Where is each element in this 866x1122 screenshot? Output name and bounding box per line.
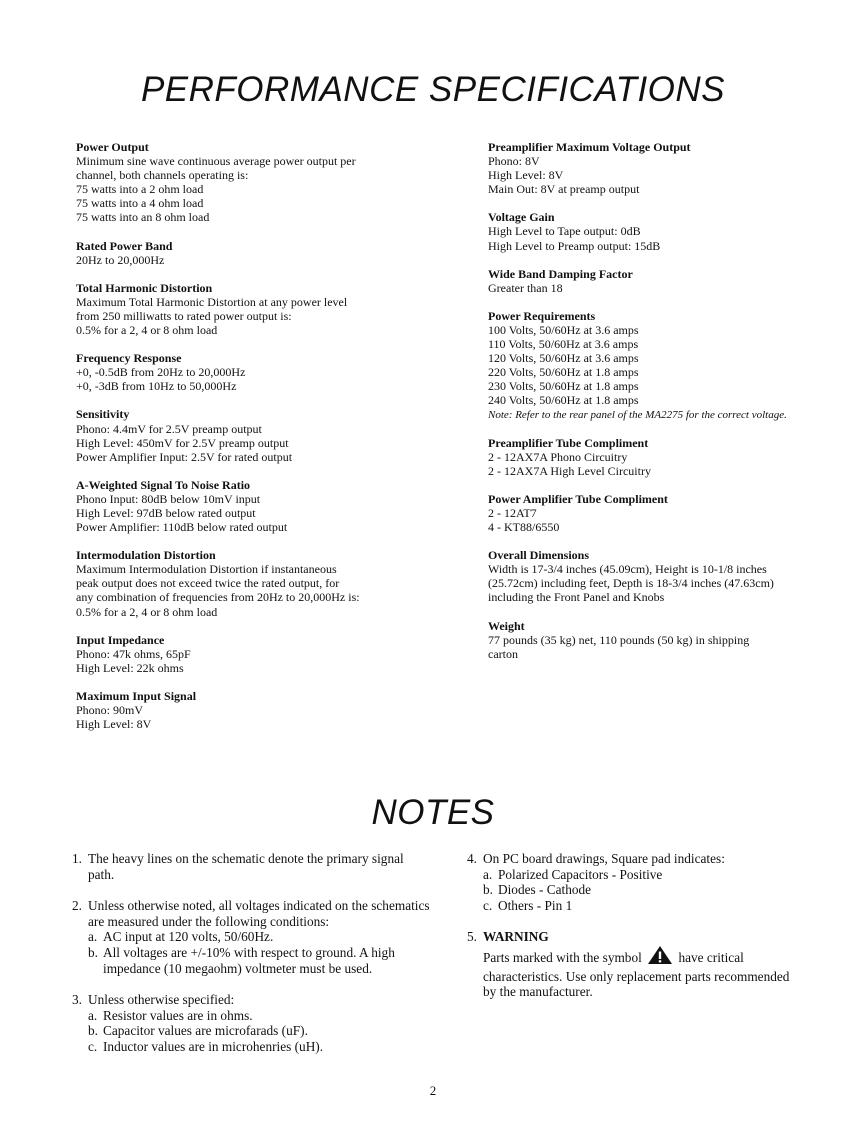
spec-section-weight xyxy=(488,619,808,661)
notes-title: NOTES xyxy=(371,793,495,832)
sub-letter: a. xyxy=(88,929,98,945)
spec-section-title: Preamplifier Tube Compliment xyxy=(488,435,649,450)
sub-text: Others - Pin 1 xyxy=(498,897,573,913)
note-number: 3. xyxy=(72,992,82,1008)
sub-letter: c. xyxy=(88,1038,98,1054)
sub-item xyxy=(483,882,797,898)
spec-line: High Level: 97dB below rated output xyxy=(76,505,256,520)
spec-section-title: Power Amplifier Tube Compliment xyxy=(488,491,668,506)
spec-line: Maximum Intermodulation Distortion if instantaneous xyxy=(76,562,337,577)
spec-section-voltage-gain xyxy=(488,210,808,252)
note-text: Unless otherwise noted, all voltages indicated on the schematics are measured under the following conditions: xyxy=(88,898,430,929)
spec-section-wide-band-damping-factor xyxy=(488,267,808,295)
note-text: Unless otherwise specified: xyxy=(88,992,235,1008)
spec-line: including the Front Panel and Knobs xyxy=(488,590,665,605)
spec-section-title: Power Output xyxy=(76,140,149,154)
sub-text: AC input at 120 volts, 50/60Hz. xyxy=(103,929,274,945)
spec-line: from 250 milliwatts to rated power output is: xyxy=(76,308,292,323)
spec-line: 0.5% for a 2, 4 or 8 ohm load xyxy=(76,604,218,619)
sub-item xyxy=(483,898,797,914)
spec-line: High Level: 22k ohms xyxy=(76,660,184,675)
spec-section-title: Intermodulation Distortion xyxy=(76,548,216,563)
spec-section-overall-dimensions xyxy=(488,548,808,604)
sub-letter: b. xyxy=(483,882,493,898)
warning-text-after: have critical characteristics. Use only replacement parts recommended by the manufacturer. xyxy=(483,949,790,1000)
spec-section-title: Frequency Response xyxy=(76,351,182,366)
spec-line: Power Amplifier: 110dB below rated output xyxy=(76,520,288,535)
spec-section-power-output xyxy=(76,140,406,225)
spec-line: 120 Volts, 50/60Hz at 3.6 amps xyxy=(488,351,639,366)
page-title: PERFORMANCE SPECIFICATIONS xyxy=(140,70,726,109)
spec-line: Phono: 8V xyxy=(488,154,540,169)
spec-line: +0, -0.5dB from 20Hz to 20,000Hz xyxy=(76,365,246,380)
sub-item xyxy=(88,945,432,976)
spec-line: channel, both channels operating is: xyxy=(76,168,249,183)
spec-line: 110 Volts, 50/60Hz at 3.6 amps xyxy=(488,337,639,352)
spec-line: Power Amplifier Input: 2.5V for rated output xyxy=(76,449,293,464)
spec-section-title: Overall Dimensions xyxy=(488,548,589,563)
spec-line: Minimum sine wave continuous average power output per xyxy=(76,154,356,169)
note-4 xyxy=(467,851,797,913)
spec-section-maximum-input-signal xyxy=(76,689,406,731)
spec-line: 77 pounds (35 kg) net, 110 pounds (50 kg) in shipping xyxy=(488,632,750,647)
spec-note: Note: Refer to the rear panel of the MA2275 for the correct voltage. xyxy=(488,408,787,421)
sub-letter: a. xyxy=(88,1007,98,1023)
spec-line: Phono Input: 80dB below 10mV input xyxy=(76,491,261,506)
spec-line: Phono: 47k ohms, 65pF xyxy=(76,646,191,661)
spec-section-rated-power-band xyxy=(76,239,406,267)
sub-letter: a. xyxy=(483,866,493,882)
spec-section-title: Rated Power Band xyxy=(76,238,173,253)
sub-item xyxy=(483,867,797,883)
sub-text: Diodes - Cathode xyxy=(498,882,592,898)
spec-line: 2 - 12AX7A Phono Circuitry xyxy=(488,449,628,464)
spec-line: 230 Volts, 50/60Hz at 1.8 amps xyxy=(488,379,639,394)
spec-line: Phono: 90mV xyxy=(76,703,144,717)
spec-line: Width is 17-3/4 inches (45.09cm), Height is 10-1/8 inches xyxy=(488,562,767,577)
spec-section-intermodulation-distortion xyxy=(76,548,406,618)
spec-section-a-weighted-signal-to-noise-ratio xyxy=(76,478,406,534)
spec-line: 2 - 12AT7 xyxy=(488,505,537,520)
spec-section-title: Preamplifier Maximum Voltage Output xyxy=(488,140,691,154)
note-number: 1. xyxy=(72,851,82,866)
spec-section-title: Input Impedance xyxy=(76,632,165,647)
spec-line: High Level: 8V xyxy=(76,717,152,732)
spec-line: 240 Volts, 50/60Hz at 1.8 amps xyxy=(488,393,639,408)
sub-text: Inductor values are in microhenries (uH). xyxy=(103,1038,324,1054)
warning-triangle-icon xyxy=(647,945,673,969)
spec-line: Phono: 4.4mV for 2.5V preamp output xyxy=(76,421,262,436)
note-3 xyxy=(72,992,432,1054)
spec-line: any combination of frequencies from 20Hz to 20,000Hz is: xyxy=(76,590,360,605)
note-5 xyxy=(467,929,797,999)
spec-section-power-amplifier-tube-compliment xyxy=(488,492,808,534)
note-text: The heavy lines on the schematic denote the primary signal path. xyxy=(88,851,404,882)
spec-line: 4 - KT88/6550 xyxy=(488,520,560,535)
spec-section-title: Sensitivity xyxy=(76,407,130,422)
specs-right-column xyxy=(488,140,808,675)
sub-item xyxy=(88,1023,432,1039)
spec-line: Maximum Total Harmonic Distortion at any power level xyxy=(76,294,348,309)
specs-left-column xyxy=(76,140,406,745)
note-number: 4. xyxy=(467,851,477,866)
sub-text: Capacitor values are microfarads (uF). xyxy=(103,1023,308,1039)
spec-line: 220 Volts, 50/60Hz at 1.8 amps xyxy=(488,365,639,380)
spec-line: 75 watts into a 4 ohm load xyxy=(76,196,204,211)
spec-section-input-impedance xyxy=(76,633,406,675)
spec-line: carton xyxy=(488,646,518,661)
note-number: 5. xyxy=(467,929,477,945)
warning-text xyxy=(483,945,797,1000)
warning-text-before: Parts marked with the symbol xyxy=(483,949,642,965)
spec-section-title: Power Requirements xyxy=(488,308,596,323)
spec-line: 20Hz to 20,000Hz xyxy=(76,252,165,267)
spec-section-title: Wide Band Damping Factor xyxy=(488,266,633,281)
spec-section-title: A-Weighted Signal To Noise Ratio xyxy=(76,477,251,492)
spec-section-power-requirements xyxy=(488,309,808,422)
spec-section-preamplifier-maximum-voltage-output xyxy=(488,140,808,196)
spec-line: 75 watts into a 2 ohm load xyxy=(76,182,204,197)
spec-section-title: Weight xyxy=(488,618,525,633)
spec-line: High Level: 8V xyxy=(488,168,564,183)
sub-letter: b. xyxy=(88,1023,98,1039)
spec-section-total-harmonic-distortion xyxy=(76,281,406,337)
note-number: 2. xyxy=(72,898,82,914)
spec-section-title: Maximum Input Signal xyxy=(76,688,197,703)
sub-item xyxy=(88,1039,432,1055)
sub-letter: b. xyxy=(88,944,98,960)
notes-right-column xyxy=(467,851,797,1016)
sub-item xyxy=(88,929,432,945)
spec-line: 2 - 12AX7A High Level Circuitry xyxy=(488,463,651,478)
sub-text: Resistor values are in ohms. xyxy=(103,1007,253,1023)
note-1 xyxy=(72,851,432,882)
spec-section-preamplifier-tube-compliment xyxy=(488,436,808,478)
spec-line: High Level to Tape output: 0dB xyxy=(488,224,641,239)
page-number: 2 xyxy=(429,1083,437,1098)
sub-item xyxy=(88,1008,432,1024)
spec-line: Greater than 18 xyxy=(488,280,563,295)
spec-line: 100 Volts, 50/60Hz at 3.6 amps xyxy=(488,322,639,337)
spec-section-title: Total Harmonic Distortion xyxy=(76,280,213,295)
sub-text: All voltages are +/-10% with respect to ground. A high impedance (10 megaohm) voltmeter must be used. xyxy=(103,944,395,976)
spec-section-sensitivity xyxy=(76,407,406,463)
spec-line: 0.5% for a 2, 4 or 8 ohm load xyxy=(76,323,218,338)
warning-title: WARNING xyxy=(483,929,549,945)
note-text: On PC board drawings, Square pad indicates: xyxy=(483,851,725,866)
spec-line: 75 watts into an 8 ohm load xyxy=(76,210,210,225)
spec-line: +0, -3dB from 10Hz to 50,000Hz xyxy=(76,379,237,394)
note-2 xyxy=(72,898,432,976)
spec-section-frequency-response xyxy=(76,351,406,393)
spec-line: (25.72cm) including feet, Depth is 18-3/4 inches (47.63cm) xyxy=(488,576,774,591)
sub-letter: c. xyxy=(483,897,493,913)
spec-line: High Level: 450mV for 2.5V preamp output xyxy=(76,435,289,450)
spec-section-title: Voltage Gain xyxy=(488,210,555,225)
spec-line: peak output does not exceed twice the rated output, for xyxy=(76,576,340,591)
spec-line: High Level to Preamp output: 15dB xyxy=(488,238,661,253)
sub-text: Polarized Capacitors - Positive xyxy=(498,866,663,882)
spec-line: Main Out: 8V at preamp output xyxy=(488,182,640,197)
notes-left-column xyxy=(72,851,432,1071)
